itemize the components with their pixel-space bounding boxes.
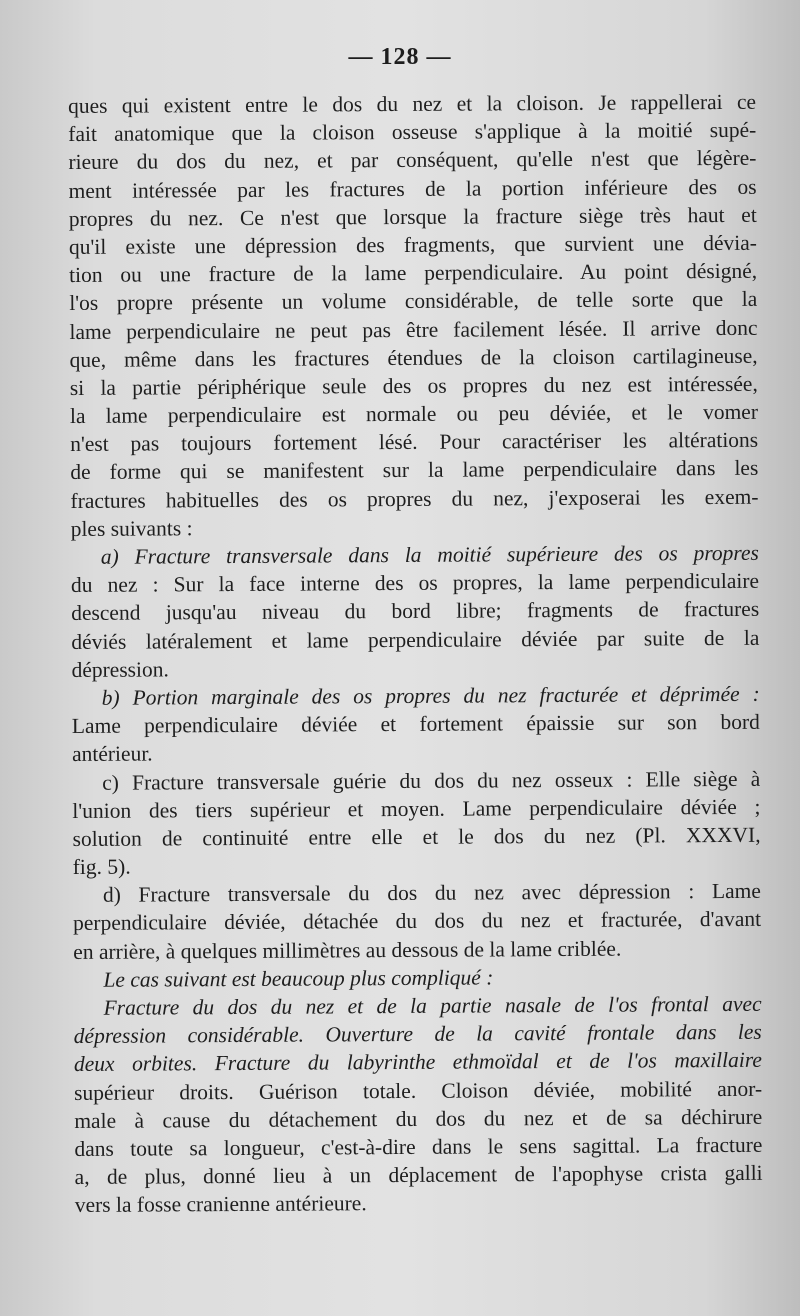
text-line: ples suivants : [70, 516, 193, 541]
text-line: l'os propre présente un volume considérable, de telle sorte que la [69, 287, 758, 316]
text-line: propres du nez. Ce n'est que lorsque la fracture siège très haut et [68, 202, 757, 231]
page-number: — 128 — [348, 44, 452, 70]
text-line: dépression. [71, 657, 169, 682]
text-line: fractures habituelles des os propres du nez, j'exposerai les exem- [70, 484, 759, 513]
text-line: antérieur. [71, 741, 153, 767]
text-line: descend jusqu'au niveau du bord libre; fragments de fractures [71, 597, 760, 626]
text-line: en arrière, à quelques millimètres au dessous de la lame criblée. [73, 936, 622, 964]
text-line: rieure du dos du nez, et par conséquent, qu'elle n'est que légère- [68, 146, 757, 175]
case-b-heading-line: b) Portion marginale des os propres du nez fracturée et déprimée : [101, 681, 760, 710]
text-line: ment intéressée par les fractures de la portion inférieure des os [68, 174, 757, 203]
text-line: supérieur droits. Guérison totale. Cloison déviée, mobilité anor- [74, 1076, 763, 1105]
text-line: déviés latéralement et lame perpendiculaire déviée par suite de la [71, 625, 760, 654]
text-line: la lame perpendiculaire est normale ou peu déviée, et le vomer [69, 399, 759, 429]
body-text [68, 88, 763, 1220]
case-d-heading-line: d) Fracture transversale du dos du nez avec dépression : Lame [102, 879, 761, 908]
text-line: que, même dans les fractures étendues de la cloison cartilagineuse, [69, 343, 758, 372]
text-line: dépression considérable. Ouverture de la cavité frontale dans les [73, 1019, 762, 1049]
text-line: vers la fosse cranienne antérieure. [74, 1191, 367, 1218]
text-line: lame perpendiculaire ne peut pas être facilement lésée. Il arrive donc [69, 315, 758, 344]
text-line: dans toute sa longueur, c'est-à-dire dans le sens sagittal. La fracture [74, 1132, 763, 1161]
text-line: perpendiculaire déviée, détachée du dos du nez et fracturée, d'avant [73, 907, 762, 936]
text-line: l'union des tiers supérieur et moyen. Lame perpendiculaire déviée ; [72, 794, 761, 823]
text-line: ques qui existent entre le dos du nez et la cloison. Je rappellerai ce [68, 89, 757, 118]
text-line: male à cause du détachement du dos du nez et de sa déchirure [74, 1104, 763, 1133]
text-line: fig. 5). [72, 854, 131, 880]
text-line: n'est pas toujours fortement lésé. Pour caractériser les altérations [70, 428, 759, 457]
text-line: si la partie périphérique seule des os propres du nez est intéressée, [69, 371, 758, 400]
text-line: fait anatomique que la cloison osseuse s'applique à la moitié supé- [68, 117, 757, 147]
text-line: deux orbites. Fracture du labyrinthe ethmoïdal et de l'os maxillaire [73, 1048, 763, 1077]
case-a-heading-line: a) Fracture transversale dans la moitié supérieure des os propres [100, 540, 759, 569]
text-line: solution de continuité entre elle et le dos du nez (Pl. XXXVI, [72, 822, 761, 851]
text-line: Lame perpendiculaire déviée et fortement épaissie sur son bord [71, 709, 760, 739]
case-c-heading-line: c) Fracture transversale guérie du dos du nez osseux : Elle siège à [102, 766, 761, 795]
case-complex-heading-line: Fracture du dos du nez et de la partie nasale de l'os frontal avec [103, 991, 762, 1020]
text-line: a, de plus, donné lieu à un déplacement de l'apophyse crista galli [74, 1160, 763, 1190]
text-line: de forme qui se manifestent sur la lame perpendiculaire dans les [70, 456, 759, 485]
text-line: qu'il existe une dépression des fragments, que survient une dévia- [68, 230, 758, 259]
text-line: du nez : Sur la face interne des os propres, la lame perpendiculaire [70, 568, 760, 598]
text-line: tion ou une fracture de la lame perpendiculaire. Au point désigné, [69, 258, 758, 288]
text-line: Le cas suivant est beaucoup plus compliqué : [103, 965, 494, 992]
